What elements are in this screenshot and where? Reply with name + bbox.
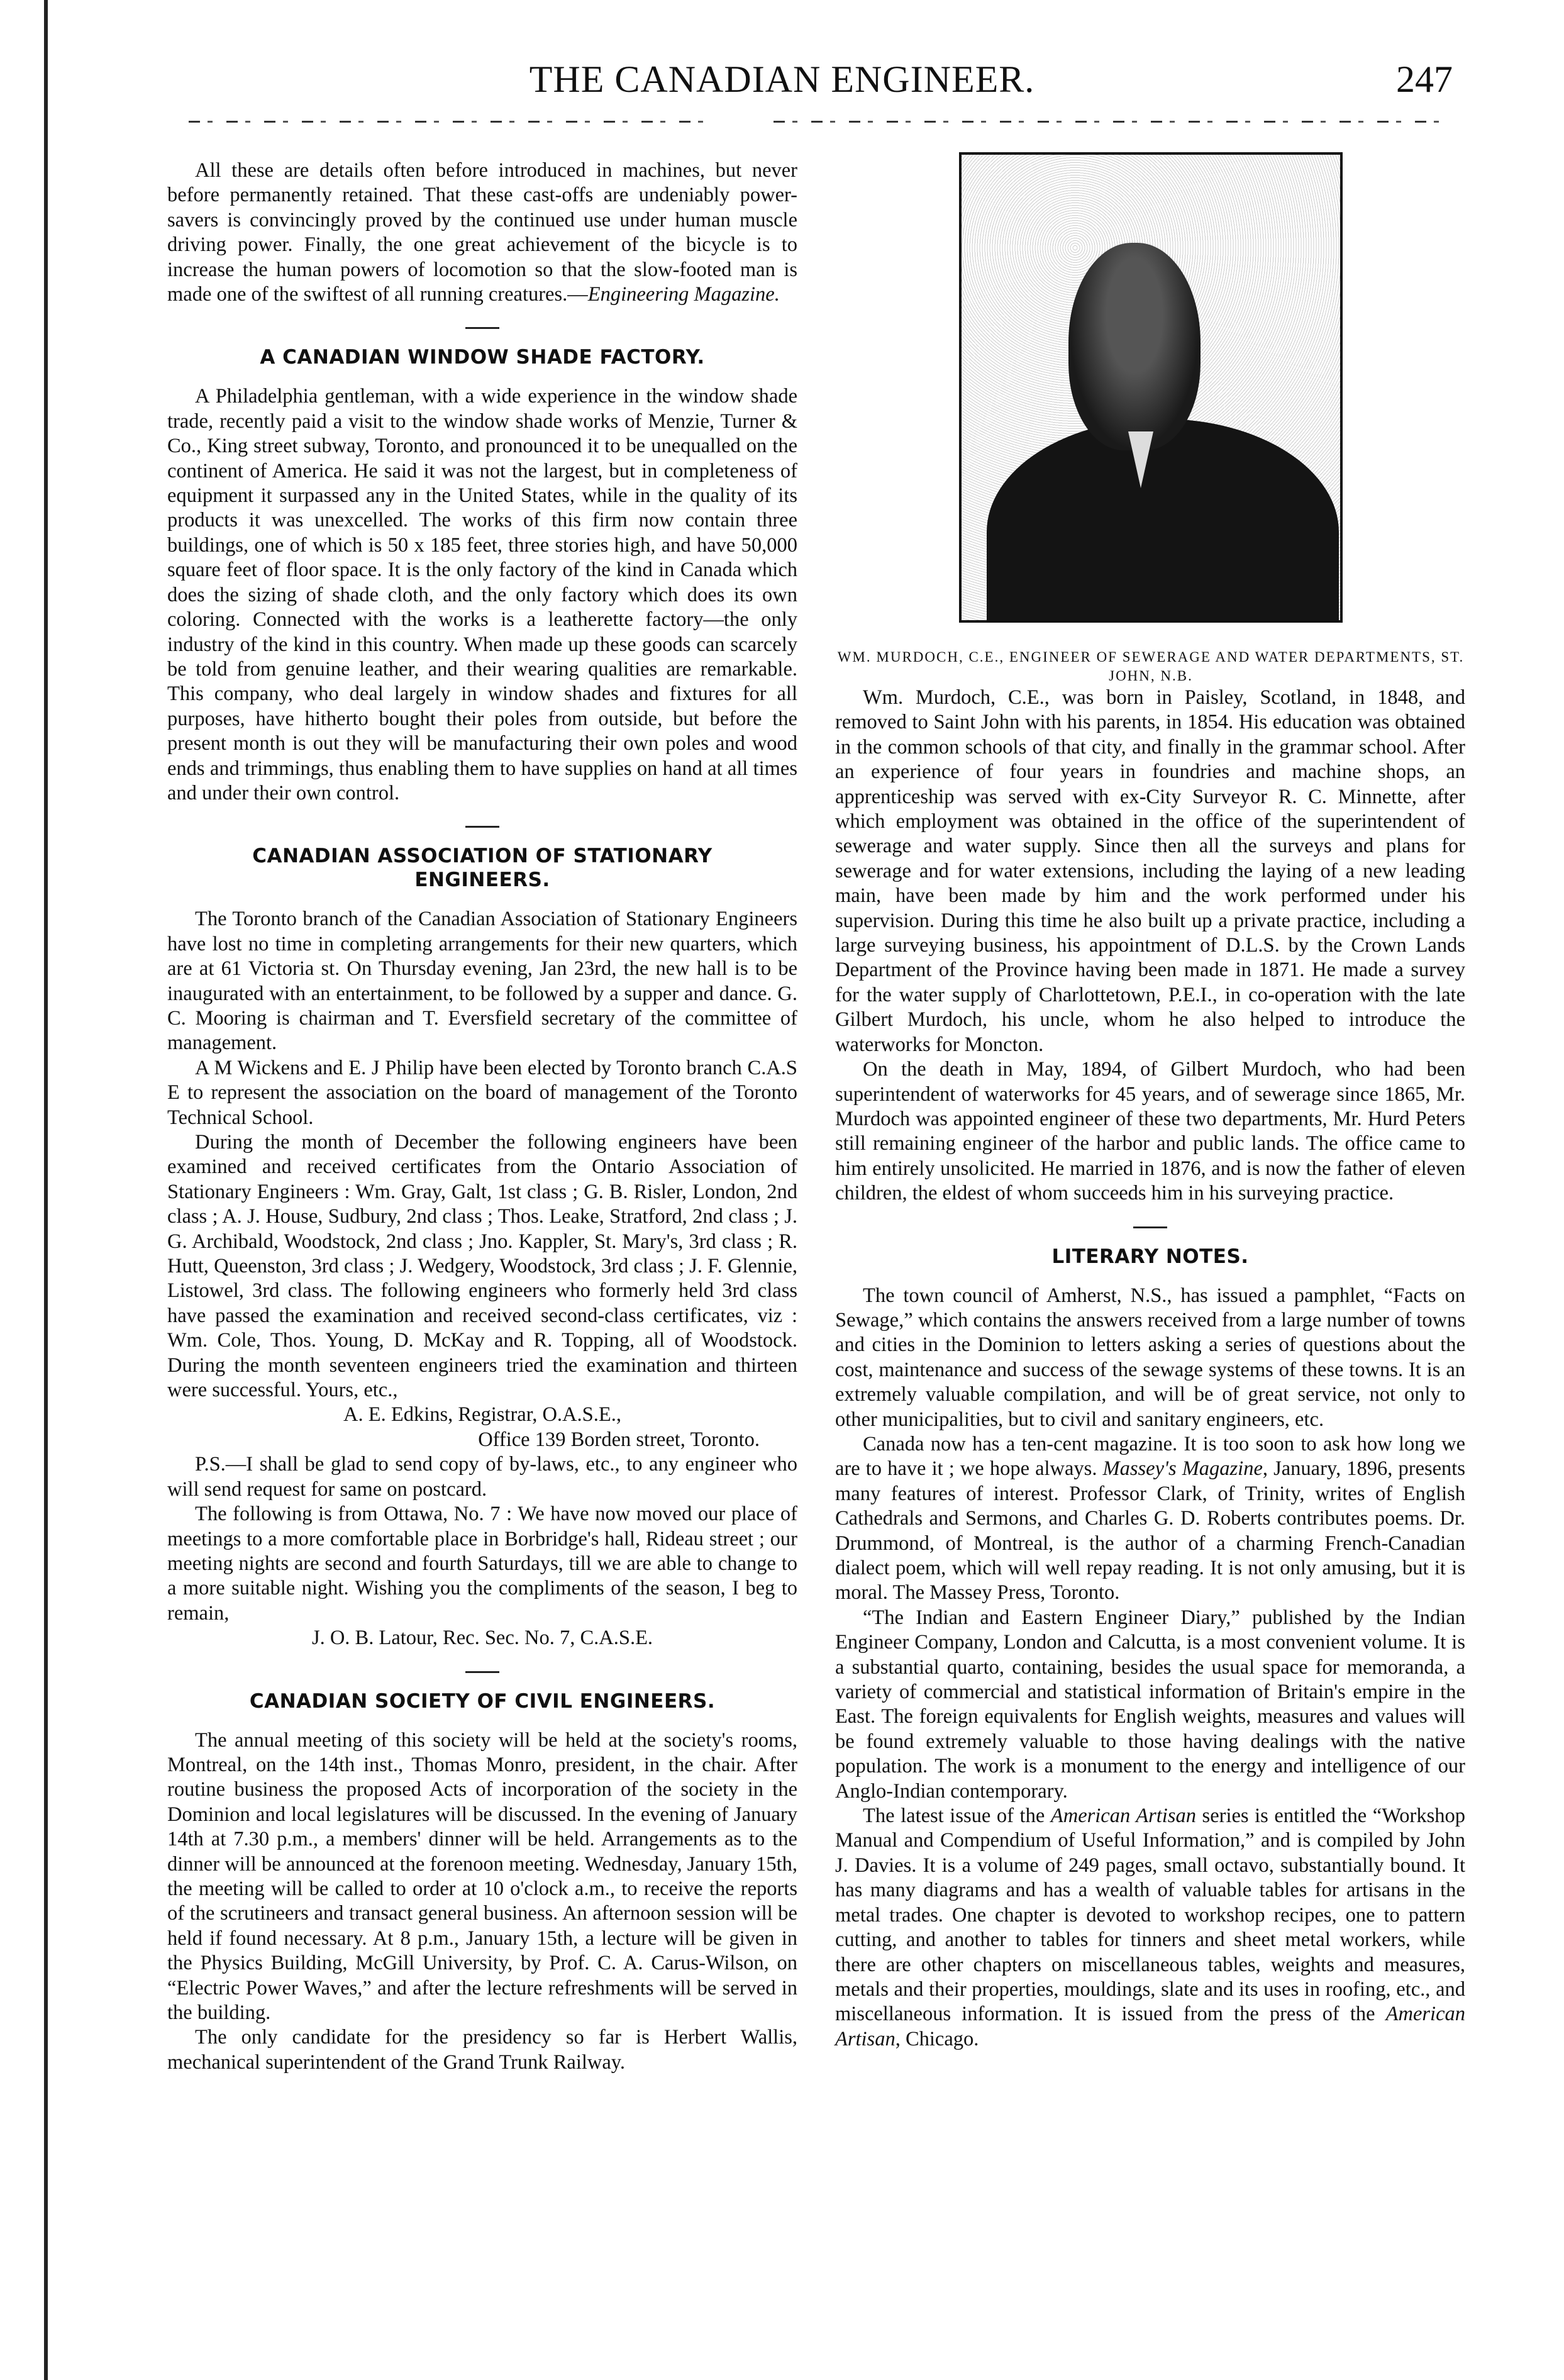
signature: A. E. Edkins, Registrar, O.A.S.E.,: [343, 1403, 621, 1426]
paragraph: The following is from Ottawa, No. 7 : We have now moved our place of meetings to a more comfortable place in Borbridge's hall, Rideau street ; our meeting nights are second and fourth Saturdays, till we are able to change to a more suitable night. Wishing you the compliments of the season, I beg to remain,: [167, 1503, 797, 1625]
paragraph: [835, 1804, 1465, 2052]
italic-text: Massey's Magazine: [1102, 1457, 1263, 1481]
text-run: series is entitled the “Workshop Manual and Compendium of Useful Information,” and is compiled by John J. Davies. It is a volume of 249 pages, small octavo, substantially bound. It has many diagrams and has a wealth of valuable tables for artisans in the metal trades. One chapter is devoted to workshop recipes, one to pattern cutting, and another to tables for tinners and sheet metal workers, while there are other chapters on miscellaneous tables, weights and measures, metals and their properties, mouldings, slate and its uses in roofing, etc., and miscellaneous information. It is issued from the press of the: [835, 1804, 1465, 2026]
section-heading: CANADIAN ASSOCIATION OF STATIONARY ENGINEERS.: [192, 826, 772, 892]
page-number: 247: [1396, 58, 1453, 100]
paragraph: [835, 1432, 1465, 1606]
italic-text: Engineering Magazine.: [587, 283, 780, 306]
header-rule-left: [189, 121, 704, 123]
text-run: , Chicago.: [895, 2027, 979, 2050]
photo-caption: WM. MURDOCH, C.E., ENGINEER OF SEWERAGE AND WATER DEPARTMENTS, ST. JOHN, N.B.: [837, 649, 1465, 684]
right-column: [835, 686, 1465, 2052]
paragraph: During the month of December the following engineers have been examined and received certificates from the Ontario Association of Stationary Engineers : Wm. Gray, Galt, 1st class ; G. B. Risler, London, 2nd class ; A. J. House, Sudbury, 2nd class ; Thos. Leake, Stratford, 2nd class ; J. G. Archibald, Woodstock, 2nd class ; Jno. Kappler, St. Mary's, 3rd class ; R. Hutt, Queenston, 3rd class ; J. Wedgery, Woodstock, 3rd class ; J. F. Glennie, Listowel, 3rd class. The following engineers who formerly held 3rd class have passed the examination and received second-class certificates, viz : Wm. Cole, Thos. Young, D. McKay and R. Topping, all of Woodstock. During the month seventeen engineers tried the examination and thirteen were successful. Yours, etc.,: [167, 1131, 797, 1402]
signature-address: Office 139 Borden street, Toronto.: [478, 1428, 760, 1451]
paragraph: On the death in May, 1894, of Gilbert Murdoch, who had been superintendent of waterworks for 45 years, and of sewerage since 1865, Mr. Murdoch was appointed engineer of these two departments, Mr. Hurd Peters still remaining engineer of the harbor and public lands. The office came to him entirely unsolicited. He married in 1876, and is now the father of eleven children, the eldest of whom succeeds him in his surveying practice.: [835, 1058, 1465, 1205]
header-rule-right: [774, 121, 1446, 123]
signature: J. O. B. Latour, Rec. Sec. No. 7, C.A.S.E.: [311, 1627, 653, 1650]
paragraph: The only candidate for the presidency so far is Herbert Wallis, mechanical superintendent of the Grand Trunk Railway.: [167, 2026, 797, 2074]
italic-text: American Artisan: [835, 2003, 1465, 2050]
paragraph: A M Wickens and E. J Philip have been elected by Toronto branch C.A.S E to represent the association on the board of management of the Toronto Technical School.: [167, 1056, 797, 1129]
paragraph: P.S.—I shall be glad to send copy of by-laws, etc., to any engineer who will send request for same on postcard.: [167, 1453, 797, 1501]
scan-edge: [44, 0, 48, 2380]
portrait-photo: [959, 152, 1343, 623]
paragraph: The Toronto branch of the Canadian Association of Stationary Engineers have lost no time in completing arrangements for their new quarters, which are at 61 Victoria st. On Thursday evening, Jan 23rd, the new hall is to be inaugurated with an entertainment, to be followed by a supper and dance. G. C. Mooring is chairman and T. Eversfield secretary of the committee of management.: [167, 908, 797, 1055]
portrait-body: [987, 419, 1339, 623]
text-run: All these are details often before introduced in machines, but never before permanently retained. That these cast-offs are undeniably power-savers is convincingly proved by the continued use under human muscle driving power. Finally, the one great achievement of the bicycle is to increase the human powers of locomotion so that the slow-footed man is made one of the swiftest of all running creatures.—: [167, 159, 797, 306]
paragraph: A Philadelphia gentleman, with a wide experience in the window shade trade, recently paid a visit to the window shade works of Menzie, Turner & Co., King street subway, Toronto, and pronounced it to be unequalled on the continent of America. He said it was not the largest, but in completeness of equipment it surpassed any in the United States, while in the quality of its products it was unexcelled. The works of this firm now contain three buildings, one of which is 50 x 185 feet, three stories high, and have 50,000 square feet of floor space. It is the only factory of the kind in Canada which does the sizing of shade cloth, and the only factory which does its own coloring. Connected with the works is a leatherette factory—the only industry of the kind in this country. When made up these goods can scarcely be told from genuine leather, and their wearing qualities are remarkable. This company, who deal largely in window shades and fixtures for all purposes, have hitherto bought their poles from outside, but before the present month is out they will be manufacturing their own poles and wood ends and trimmings, thus enabling them to have supplies on hand at all times and under their own control.: [167, 385, 797, 804]
left-column: [167, 158, 797, 2075]
paragraph: The annual meeting of this society will be held at the society's rooms, Montreal, on the 14th inst., Thomas Monro, president, in the chair. After routine business the proposed Acts of incorporation of the society in the Dominion and local legislatures will be discussed. In the evening of January 14th at 7.30 p.m., a members' dinner will be held. Arrangements as to the dinner will be announced at the forenoon meeting. Wednesday, January 15th, the meeting will be called to order at 10 o'clock a.m., to receive the reports of the scrutineers and transact general business. An afternoon session will be held if found necessary. At 8 p.m., January 15th, a lecture will be given in the Physics Building, McGill University, by Prof. C. A. Carus-Wilson, on “Electric Power Waves,” and after the lecture refreshments will be served in the building.: [167, 1728, 797, 2024]
journal-title: THE CANADIAN ENGINEER.: [529, 58, 1035, 100]
italic-text: American Artisan: [1050, 1804, 1196, 1828]
paragraph: “The Indian and Eastern Engineer Diary,” published by the Indian Engineer Company, London and Calcutta, is a most convenient volume. It is a substantial quarto, containing, besides the usual space for memoranda, a variety of commercial and statistical information of Britain's empire in the East. The foreign equivalents for English weights, measures and values will be found extremely valuable to those having dealings with the native population. The work is a monument to the energy and intelligence of our Anglo-Indian contemporary.: [835, 1606, 1465, 1803]
text-run: The latest issue of the: [863, 1804, 1051, 1828]
paragraph: The town council of Amherst, N.S., has issued a pamphlet, “Facts on Sewage,” which contains the answers received from a large number of towns and cities in the Dominion to letters asking a series of questions about the cost, maintenance and success of the sewage systems of these towns. It is an extremely valuable compilation, and will be of great service, not only to other municipalities, but to civil and sanitary engineers, etc.: [835, 1284, 1465, 1431]
portrait-head: [1068, 243, 1201, 450]
text-run: Canada now has a ten-cent magazine. It is too soon to ask how long we are to have it ; we hope always.: [835, 1432, 1465, 1481]
section-heading: LITERARY NOTES.: [860, 1226, 1440, 1269]
section-heading: CANADIAN SOCIETY OF CIVIL ENGINEERS.: [192, 1671, 772, 1713]
paragraph: [167, 158, 797, 307]
text-run: , January, 1896, presents many features of interest. Professor Clark, of Trinity, writes of English Cathedrals and Sermons, and Charles G. D. Roberts contributes poems. Dr. Drummond, of Montreal, is the author of a charming French-Canadian dialect poem, which will well repay reading. It is not only amusing, but it is moral. The Massey Press, Toronto.: [835, 1457, 1465, 1604]
paragraph: Wm. Murdoch, C.E., was born in Paisley, Scotland, in 1848, and removed to Saint John with his parents, in 1854. His education was obtained in the common schools of that city, and finally in the grammar school. After an experience of four years in foundries and machine shops, an apprenticeship was served with ex-City Surveyor R. C. Minnette, after which employment was obtained in the office of the superintendent of sewerage and water supply. Since then all the surveys and plans for sewerage and for water extensions, including the laying of a new leading main, have been made by him and the work performed under his supervision. During this time he also built up a private practice, including a large surveying business, his appointment of D.L.S. by the Crown Lands Department of the Province having been made in 1871. He made a survey for the water supply of Charlottetown, P.E.I., in co-operation with the late Gilbert Murdoch, his uncle, whom he also helped to introduce the waterworks for Moncton.: [835, 686, 1465, 1056]
section-heading: A CANADIAN WINDOW SHADE FACTORY.: [192, 327, 772, 369]
